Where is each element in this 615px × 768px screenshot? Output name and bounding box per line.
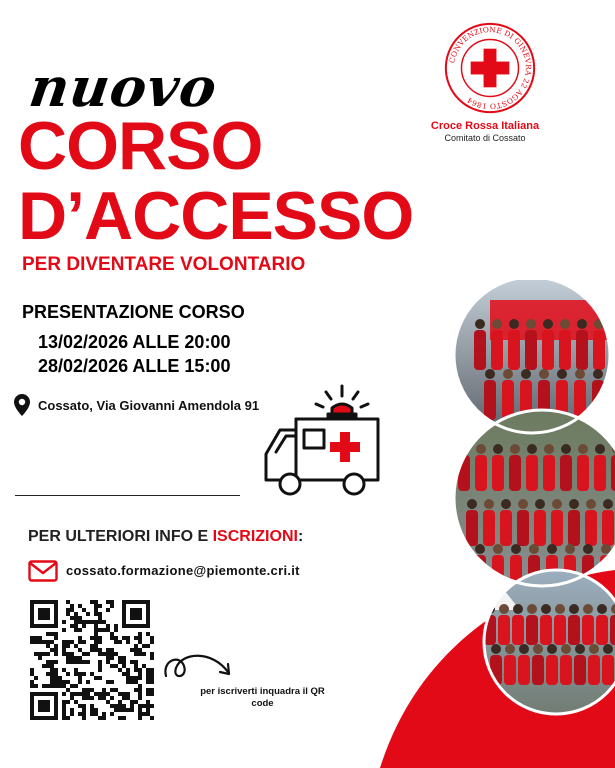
org-name: Croce Rossa Italiana (430, 120, 540, 132)
kicker-nuovo: nuovo (25, 55, 222, 119)
qr-caption: per iscriverti inquadra il QR code (200, 686, 325, 709)
presentation-title: PRESENTAZIONE CORSO (22, 302, 245, 322)
volunteer-photo-collage (380, 280, 615, 768)
qr-code[interactable] (30, 600, 154, 720)
location-pin-icon (14, 394, 30, 416)
logo-ring-text: CONVENZIONE DI GINEVRA 22 AGOSTO 1864 (447, 24, 533, 111)
mail-icon (28, 560, 58, 582)
red-cross-logo (444, 22, 536, 114)
presentation-date-2: 28/02/2026 ALLE 15:00 (38, 356, 231, 376)
ambulance-icon (256, 384, 382, 504)
email-link[interactable]: cossato.formazione@piemonte.cri.it (66, 563, 300, 578)
presentation-date-1: 13/02/2026 ALLE 20:00 (38, 332, 231, 352)
info-title-highlight: ISCRIZIONI (212, 528, 298, 545)
subtitle: PER DIVENTARE VOLONTARIO (22, 254, 306, 275)
divider-line (15, 495, 240, 496)
title-line-2: D’ACCESSO (18, 178, 414, 254)
info-title-suffix: : (297, 528, 304, 545)
info-title-prefix: PER ULTERIORI INFO E (28, 528, 213, 545)
group-photo-2 (440, 400, 615, 600)
title-line-1: CORSO (18, 108, 263, 184)
address: Cossato, Via Giovanni Amendola 91 (38, 398, 260, 413)
org-committee: Comitato di Cossato (444, 133, 526, 143)
info-title (28, 528, 303, 546)
